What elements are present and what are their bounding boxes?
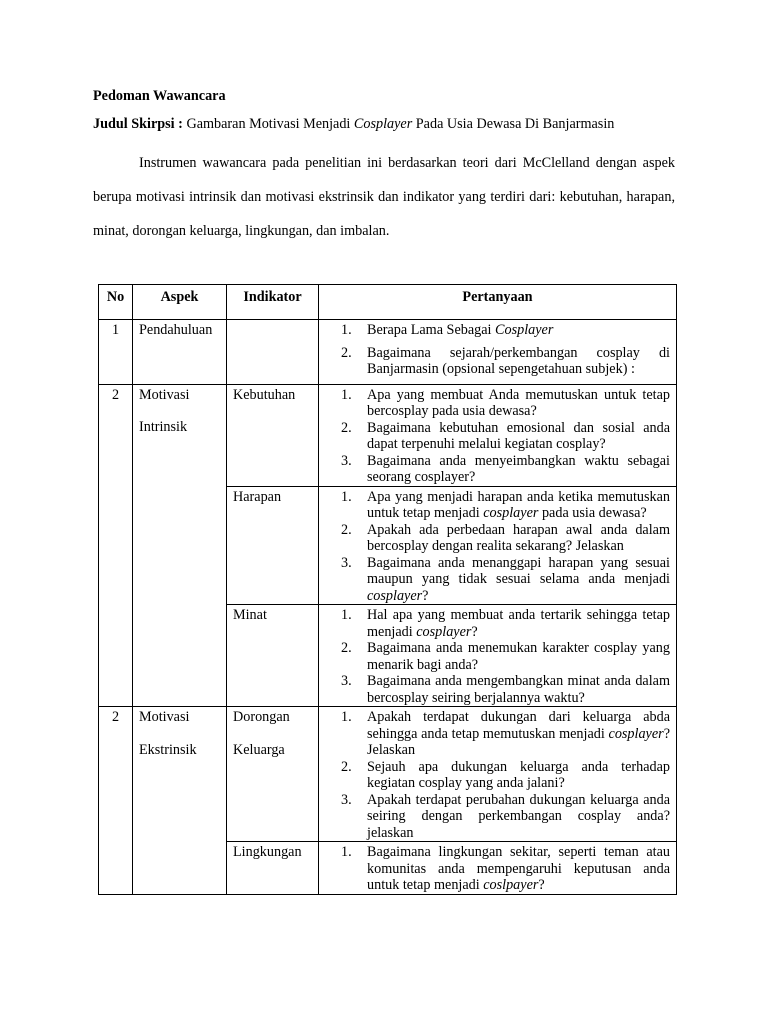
table-row — [99, 707, 677, 842]
thesis-title-line — [93, 116, 614, 133]
thesis-label: Judul Skirpsi : — [93, 116, 183, 132]
thesis-title-pre: Gambaran Motivasi Menjadi — [182, 116, 354, 132]
question-item: 1. Hal apa yang membuat anda tertarik sehingga tetap menjadi cosplayer? — [341, 607, 670, 640]
row-indikator — [227, 320, 319, 385]
row-questions — [319, 605, 677, 707]
indikator-line-2: Keluarga — [233, 741, 285, 758]
row-indikator: Minat — [227, 605, 319, 707]
question-item: 1. Apakah terdapat dukungan dari keluarga abda sehingga anda tetap memutuskan menjadi cosplayer? Jelaskan — [341, 709, 670, 758]
table-row — [99, 384, 677, 486]
header-indikator: Indikator — [227, 285, 319, 320]
question-item: 3. Bagaimana anda menyeimbangkan waktu sebagai seorang cosplayer? — [341, 452, 670, 485]
row-aspek — [133, 707, 227, 895]
question-item: 3. Bagaimana anda mengembangkan minat anda dalam bercosplay seiring berjalannya waktu? — [341, 673, 670, 706]
question-item: 3. Apakah terdapat perubahan dukungan keluarga anda seiring dengan perkembangan cosplay anda? jelaskan — [341, 791, 670, 841]
row-questions — [319, 320, 677, 385]
row-number: 2 — [99, 707, 133, 895]
question-item: 3. Bagaimana anda menanggapi harapan yang sesuai maupun yang tidak sesuai selama anda menjadi cosplayer? — [341, 554, 670, 604]
row-number: 1 — [99, 320, 133, 385]
row-indikator — [227, 707, 319, 842]
thesis-title-italic: Cosplayer — [353, 116, 413, 132]
question-item: 1. Apa yang membuat Anda memutuskan untuk tetap bercosplay pada usia dewasa? — [341, 386, 670, 419]
question-item: 2. Apakah ada perbedaan harapan awal anda dalam bercosplay dengan realita sekarang? Jelaskan — [341, 521, 670, 554]
question-item: 1. Bagaimana lingkungan sekitar, seperti teman atau komunitas anda mempengaruhi keputusan anda untuk tetap menjadi coslpayer? — [341, 844, 670, 893]
aspek-line-2: Ekstrinsik — [139, 741, 197, 758]
row-indikator: Kebutuhan — [227, 384, 319, 486]
aspek-line-1: Motivasi — [139, 386, 190, 403]
question-item: 1. Apa yang menjadi harapan anda ketika memutuskan untuk tetap menjadi cosplayer pada usia dewasa? — [341, 488, 670, 521]
header-aspek: Aspek — [133, 285, 227, 320]
row-questions — [319, 707, 677, 842]
question-item: 2. Bagaimana anda menemukan karakter cosplay yang menarik bagi anda? — [341, 640, 670, 673]
row-aspek — [133, 384, 227, 707]
row-indikator: Lingkungan — [227, 842, 319, 895]
indikator-line-1: Dorongan — [233, 709, 290, 725]
row-questions — [319, 384, 677, 486]
table-header-row — [99, 285, 677, 320]
interview-guide-table — [98, 284, 677, 895]
row-aspek: Pendahuluan — [133, 320, 227, 385]
row-questions — [319, 842, 677, 895]
aspek-line-1: Motivasi — [139, 709, 190, 725]
header-pertanyaan: Pertanyaan — [319, 285, 677, 320]
intro-paragraph: Instrumen wawancara pada penelitian ini berdasarkan teori dari McClelland dengan aspek berupa motivasi intrinsik dan motivasi ekstrinsik dan indikator yang terdiri dari: kebutuhan, harapan, minat, dorongan keluarga, lingkungan, dan imbalan. — [93, 155, 675, 239]
question-item: 2. Sejauh apa dukungan keluarga anda terhadap kegiatan cosplay yang anda jalani? — [341, 758, 670, 791]
row-indikator: Harapan — [227, 486, 319, 605]
document-title: Pedoman Wawancara — [93, 88, 226, 104]
question-item: 1. Berapa Lama Sebagai Cosplayer — [341, 322, 554, 338]
thesis-title-post: Pada Usia Dewasa Di Banjarmasin — [412, 116, 615, 132]
aspek-line-2: Intrinsik — [139, 419, 188, 435]
question-item: 2. Bagaimana sejarah/perkembangan cosplay di Banjarmasin (opsional sepengetahuan subjek) : — [341, 344, 670, 377]
table-row — [99, 320, 677, 385]
row-number: 2 — [99, 384, 133, 707]
question-item: 2. Bagaimana kebutuhan emosional dan sosial anda dapat terpenuhi melalui kegiatan cosplay? — [341, 419, 670, 452]
header-no: No — [99, 285, 133, 320]
row-questions — [319, 486, 677, 605]
